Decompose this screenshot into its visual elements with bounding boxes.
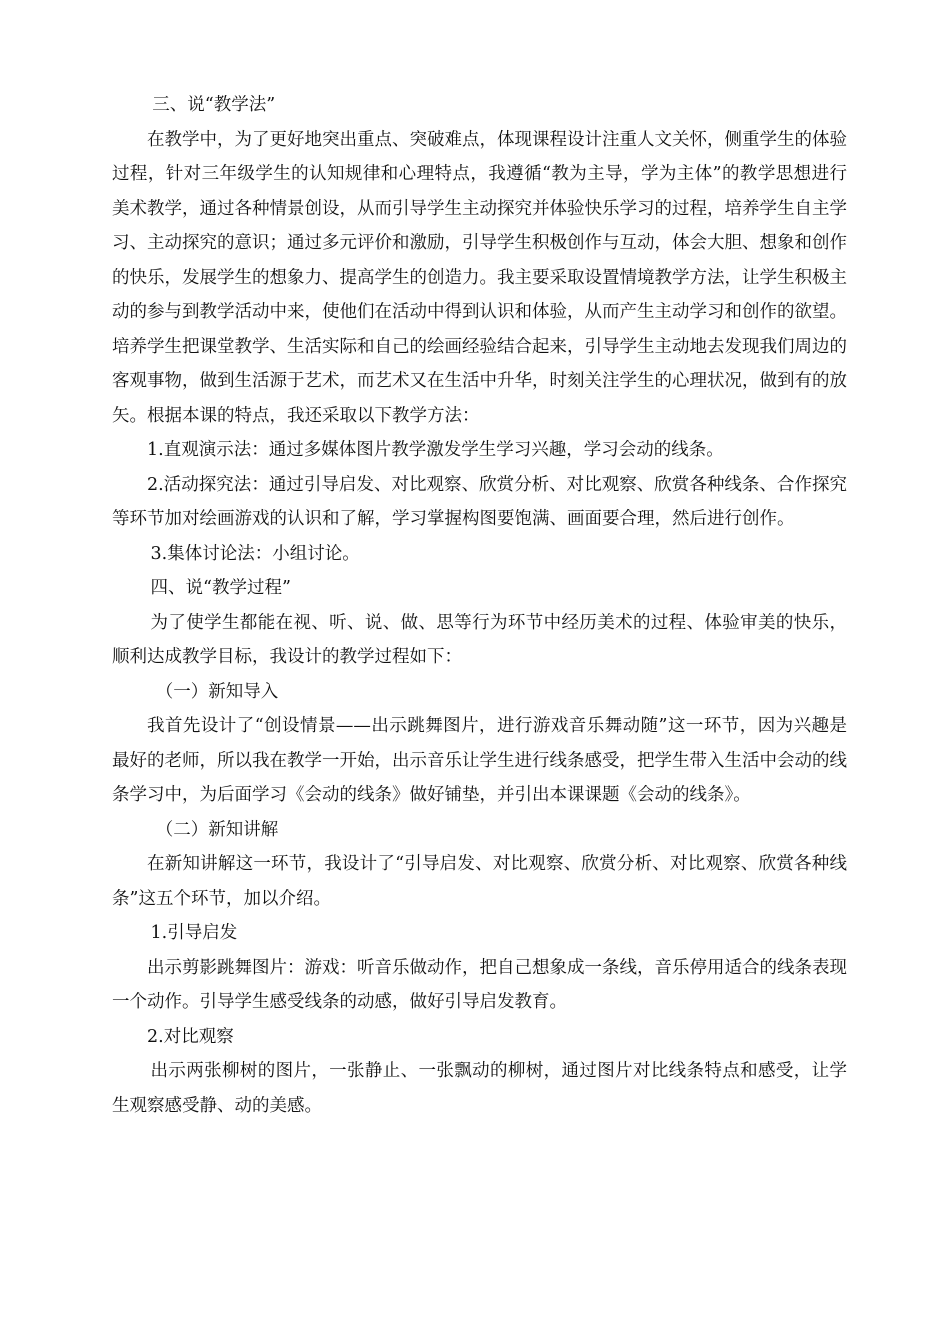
paragraph-compare-observe: 出示两张柳树的图片，一张静止、一张飘动的柳树，通过图片对比线条特点和感受，让学生观察感受静、动的美感。 <box>112 1061 847 1116</box>
subheading-new-knowledge-explain: （二）新知讲解 <box>155 819 279 840</box>
subheading-compare-observe: 2.对比观察 <box>147 1026 234 1047</box>
section-heading-teaching-process: 四、说“教学过程” <box>150 578 291 598</box>
section-heading-teaching-methods: 三、说“教学法” <box>152 95 276 115</box>
paragraph-new-knowledge-intro: 我首先设计了“创设情景——出示跳舞图片，进行游戏音乐舞动随”这一环节，因为兴趣是最好的老师，所以我在教学一开始，出示音乐让学生进行线条感受，把学生带入生活中会动的线条学习中，为后面学习《会动的线条》做好铺垫，并引出本课课题《会动的线条》。 <box>112 716 847 805</box>
document-body <box>112 88 847 1123</box>
paragraph-teaching-process-intro: 为了使学生都能在视、听、说、做、思等行为环节中经历美术的过程、体验审美的快乐，顺利达成教学目标，我设计的教学过程如下： <box>112 612 847 667</box>
subheading-guide-inspire: 1.引导启发 <box>150 923 238 943</box>
list-item-method-3: 3.集体讨论法：小组讨论。 <box>150 543 360 564</box>
subheading-new-knowledge-intro: （一）新知导入 <box>155 681 279 702</box>
paragraph-new-knowledge-explain: 在新知讲解这一环节，我设计了“引导启发、对比观察、欣赏分析、对比观察、欣赏各种线条”这五个环节，加以介绍。 <box>112 854 847 909</box>
paragraph-guide-inspire: 出示剪影跳舞图片：游戏：听音乐做动作，把自己想象成一条线，音乐停用适合的线条表现一个动作。引导学生感受线条的动感，做好引导启发教育。 <box>112 957 847 1012</box>
list-item-method-1: 1.直观演示法：通过多媒体图片教学激发学生学习兴趣，学习会动的线条。 <box>147 440 724 460</box>
list-item-method-2: 2.活动探究法：通过引导启发、对比观察、欣赏分析、对比观察、欣赏各种线条、合作探究等环节加对绘画游戏的认识和了解，学习掌握构图要饱满、画面要合理，然后进行创作。 <box>112 474 847 529</box>
paragraph-teaching-methods: 在教学中，为了更好地突出重点、突破难点，体现课程设计注重人文关怀，侧重学生的体验过程，针对三年级学生的认知规律和心理特点，我遵循“教为主导，学为主体”的教学思想进行美术教学，通过各种情景创设，从而引导学生主动探究并体验快乐学习的过程，培养学生自主学习、主动探究的意识；通过多元评价和激励，引导学生积极创作与互动，体会大胆、想象和创作的快乐，发展学生的想象力、提高学生的创造力。我主要采取设置情境教学方法，让学生积极主动的参与到教学活动中来，使他们在活动中得到认识和体验，从而产生主动学习和创作的欲望。培养学生把课堂教学、生活实际和自己的绘画经验结合起来，引导学生主动地去发现我们周边的客观事物，做到生活源于艺术，而艺术又在生活中升华，时刻关注学生的心理状况，做到有的放矢。根据本课的特点，我还采取以下教学方法： <box>112 129 847 426</box>
